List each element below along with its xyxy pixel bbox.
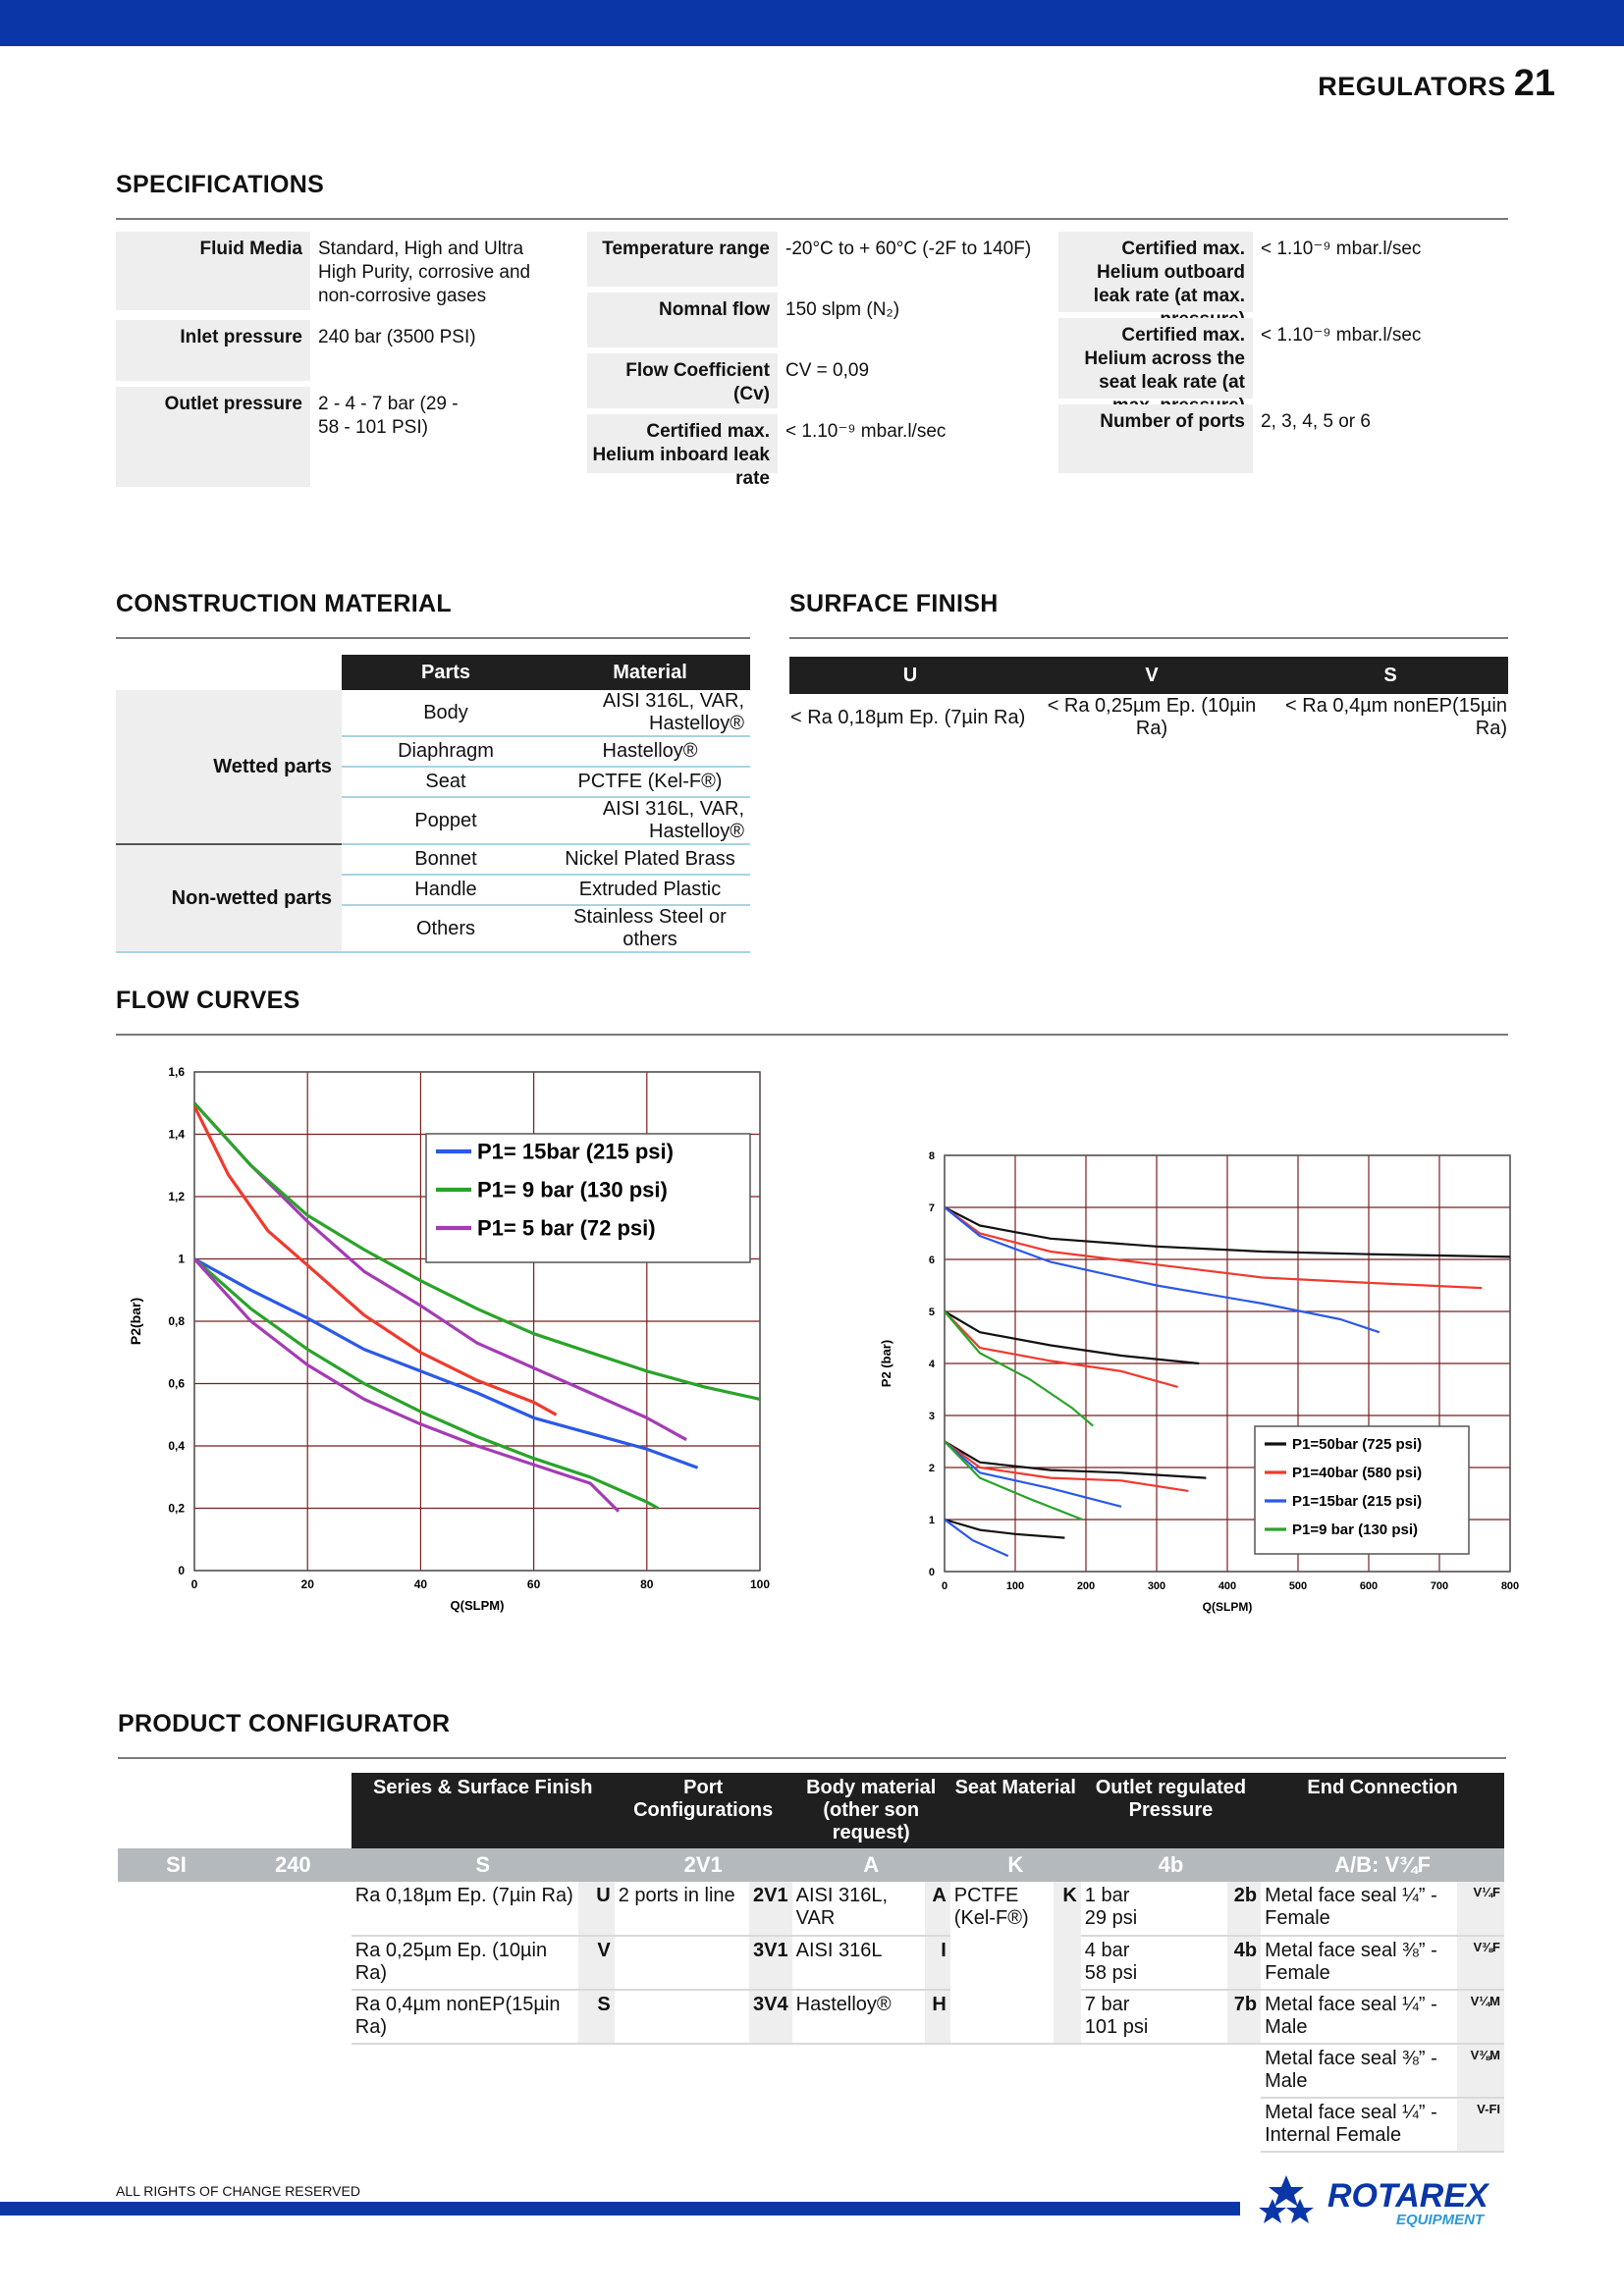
option-code: 3V1 <box>749 1936 792 1990</box>
y-axis-label: P2 (bar) <box>879 1339 893 1388</box>
code-seat: K <box>950 1848 1081 1882</box>
logo-svg <box>1257 2173 1512 2228</box>
spec-label: Outlet pressure <box>116 387 310 487</box>
blank-cell <box>118 2044 1261 2098</box>
series-line <box>945 1442 1206 1478</box>
option-text: 7 bar 101 psi <box>1081 1990 1227 2044</box>
spec-row <box>587 293 1043 347</box>
spec-value: 240 bar (3500 PSI) <box>318 327 476 347</box>
header-ports: Port Configurations <box>615 1773 792 1848</box>
configurator-title: PRODUCT CONFIGURATOR <box>118 1710 451 1737</box>
series-line <box>945 1442 1121 1507</box>
option-text: Ra 0,25µm Ep. (10µin Ra) <box>352 1936 579 1990</box>
spec-row <box>587 232 1043 287</box>
y-tick-label: 4 <box>928 1359 935 1370</box>
section-rule <box>118 1757 1506 1759</box>
option-code: H <box>925 1990 950 2044</box>
surface-value: < Ra 0,4µm nonEP(15µin Ra) <box>1285 695 1507 739</box>
option-text: Ra 0,4µm nonEP(15µin Ra) <box>352 1990 579 2044</box>
part-material: Nickel Plated Brass <box>550 844 750 875</box>
y-tick-label: 3 <box>928 1411 935 1422</box>
y-tick-label: 7 <box>928 1202 935 1214</box>
header-body: Body material (other son request) <box>792 1773 950 1848</box>
group-label: Non-wetted parts <box>116 844 342 952</box>
part-name: Seat <box>342 767 550 797</box>
part-material: AISI 316L, VAR, Hastelloy® <box>550 690 750 736</box>
spec-row <box>116 387 568 487</box>
x-tick-label: 300 <box>1147 1580 1166 1592</box>
legend-label: P1=15bar (215 psi) <box>1292 1493 1423 1510</box>
x-tick-label: 40 <box>413 1577 428 1591</box>
option-code: I <box>925 1936 950 1990</box>
option-text: AISI 316L, VAR <box>792 1882 925 1936</box>
blank-cell <box>1054 1936 1081 1990</box>
option-text: 4 bar 58 psi <box>1081 1936 1227 1990</box>
x-tick-label: 60 <box>526 1577 541 1591</box>
series-line <box>945 1311 1093 1426</box>
spec-column-2 <box>587 232 1043 489</box>
y-tick-label: 8 <box>928 1150 935 1162</box>
section-rule <box>116 637 750 639</box>
y-tick-label: 0,4 <box>168 1439 185 1453</box>
spec-value: 2 - 4 - 7 bar (29 - 58 - 101 PSI) <box>318 394 459 438</box>
option-code: V¼F <box>1457 1882 1504 1936</box>
x-tick-label: 100 <box>749 1577 771 1591</box>
option-code: 7b <box>1227 1990 1261 2044</box>
spec-row <box>116 320 568 381</box>
blank-cell <box>118 1773 235 1848</box>
legend-label: P1= 5 bar (72 psi) <box>477 1215 656 1241</box>
header-series: Series & Surface Finish <box>352 1773 615 1848</box>
legend-label: P1= 15bar (215 psi) <box>477 1139 674 1164</box>
x-tick-label: 0 <box>190 1577 198 1591</box>
spec-value: -20°C to + 60°C (-2F to 140F) <box>785 239 1032 259</box>
blank-cell <box>235 1773 352 1848</box>
x-tick-label: 500 <box>1288 1580 1308 1592</box>
spec-label: Flow Coefficient (Cv) <box>587 353 778 408</box>
code-ports: 2V1 <box>615 1848 792 1882</box>
blank-cell <box>235 1882 352 1936</box>
spec-row <box>587 353 1043 408</box>
code-finish: S <box>352 1848 615 1882</box>
spec-label: Certified max. Helium outboard leak rate (at max. <box>1058 232 1253 312</box>
y-tick-label: 1 <box>178 1252 185 1266</box>
legend-label: P1=40bar (580 psi) <box>1292 1465 1423 1481</box>
y-tick-label: 0,6 <box>168 1376 185 1391</box>
spec-label: Inlet pressure <box>116 320 310 381</box>
option-code: 4b <box>1227 1936 1261 1990</box>
spec-column-3 <box>1058 232 1479 479</box>
blank-cell <box>1054 1990 1081 2044</box>
series-line <box>945 1311 1178 1387</box>
spec-row <box>1058 318 1479 399</box>
brand-sub: EQUIPMENT <box>1396 2212 1485 2228</box>
x-tick-label: 200 <box>1076 1580 1096 1592</box>
spec-value: CV = 0,09 <box>785 360 870 381</box>
x-tick-label: 100 <box>1005 1580 1025 1592</box>
x-tick-label: 80 <box>640 1577 654 1591</box>
spec-row <box>116 232 568 314</box>
surface-table <box>789 657 1508 741</box>
part-material: PCTFE (Kel-F®) <box>550 767 750 797</box>
part-name: Diaphragm <box>342 736 550 767</box>
option-code: 2b <box>1227 1882 1261 1936</box>
code-series: SI <box>118 1848 235 1882</box>
option-text: Metal face seal ¼” - Male <box>1261 1990 1456 2044</box>
section-rule <box>789 637 1508 639</box>
header-pressure: Outlet regulated Pressure <box>1081 1773 1261 1848</box>
part-name: Bonnet <box>342 844 550 875</box>
option-code: K <box>1054 1882 1081 1936</box>
spec-value: 2, 3, 4, 5 or 6 <box>1261 411 1371 432</box>
spec-column-1 <box>116 232 568 493</box>
option-code: V⅜F <box>1457 1936 1504 1990</box>
x-tick-label: 400 <box>1218 1580 1237 1592</box>
flow-chart-1-svg <box>116 1060 784 1629</box>
spec-value: < 1.10⁻⁹ mbar.l/sec <box>785 421 947 442</box>
surface-head-u: U <box>789 657 1031 694</box>
rotarex-logo <box>1257 2173 1512 2233</box>
code-pressure-rating: 240 <box>235 1848 352 1882</box>
series-line <box>945 1520 1064 1538</box>
parts-header: Parts <box>342 655 550 690</box>
series-line <box>945 1520 1008 1556</box>
y-tick-label: 0,8 <box>168 1314 185 1328</box>
option-text: AISI 316L <box>792 1936 925 1990</box>
spec-value: < 1.10⁻⁹ mbar.l/sec <box>1261 239 1422 259</box>
top-blue-bar <box>0 0 1624 46</box>
part-material: Stainless Steel or others <box>550 905 750 952</box>
x-axis-label: Q(SLPM) <box>1202 1600 1253 1614</box>
flow-chart-2-svg <box>879 1144 1532 1634</box>
option-code: V⅜M <box>1457 2044 1504 2098</box>
spec-label: Certified max. Helium across the seat leak rate (at <box>1058 318 1253 399</box>
y-tick-label: 6 <box>928 1255 935 1266</box>
code-outlet: 4b <box>1081 1848 1261 1882</box>
option-text: Metal face seal ¼” - Internal Female <box>1261 2098 1456 2152</box>
part-material: Hastelloy® <box>550 736 750 767</box>
y-tick-label: 2 <box>928 1463 935 1474</box>
y-axis-label: P2(bar) <box>128 1297 143 1346</box>
blank-cell <box>118 1936 235 1990</box>
spec-value: 150 slpm (N₂) <box>785 299 900 320</box>
specifications-title: SPECIFICATIONS <box>116 171 325 198</box>
surface-value: < Ra 0,18µm Ep. (7µin Ra) <box>790 706 1026 728</box>
brand-name: ROTAREX <box>1327 2177 1489 2215</box>
surface-value: < Ra 0,25µm Ep. (10µin Ra) <box>1047 695 1257 739</box>
page-number: 21 <box>1513 63 1555 104</box>
option-text: Ra 0,18µm Ep. (7µin Ra) <box>352 1882 579 1936</box>
spec-row <box>587 414 1043 489</box>
series-line <box>945 1207 1380 1332</box>
spec-label: Certified max. Helium inboard leak rate <box>587 414 778 473</box>
option-text: Metal face seal ⅜” - Female <box>1261 1936 1456 1990</box>
part-name: Body <box>342 690 550 736</box>
blank-cell <box>118 2098 1261 2152</box>
option-text <box>615 1936 749 1990</box>
part-material: Extruded Plastic <box>550 875 750 905</box>
y-tick-label: 0 <box>178 1564 185 1577</box>
configurator-table <box>118 1773 1504 2153</box>
legend-label: P1=9 bar (130 psi) <box>1292 1522 1418 1538</box>
bottom-blue-bar <box>0 2202 1240 2216</box>
blank-cell <box>950 1990 1054 2044</box>
section-rule <box>116 218 1508 220</box>
option-code: V-FI <box>1457 2098 1504 2152</box>
part-name: Handle <box>342 875 550 905</box>
legend-label: P1=50bar (725 psi) <box>1292 1436 1423 1453</box>
spec-label: Number of ports <box>1058 404 1253 473</box>
option-code: U <box>578 1882 614 1936</box>
star-icon <box>1286 2199 1314 2223</box>
option-code: S <box>578 1990 614 2044</box>
blank-cell <box>118 1882 235 1936</box>
flow-chart-2 <box>879 1144 1532 1639</box>
blank-cell <box>950 1936 1054 1990</box>
option-code: 3V4 <box>749 1990 792 2044</box>
y-tick-label: 5 <box>928 1307 935 1318</box>
spec-value: < 1.10⁻⁹ mbar.l/sec <box>1261 325 1422 346</box>
part-name: Poppet <box>342 797 550 844</box>
blank-cell <box>235 1936 352 1990</box>
option-text <box>615 1990 749 2044</box>
construction-title: CONSTRUCTION MATERIAL <box>116 590 452 617</box>
y-tick-label: 1,4 <box>168 1127 185 1142</box>
legend-label: P1= 9 bar (130 psi) <box>477 1177 668 1202</box>
surface-title: SURFACE FINISH <box>789 590 999 617</box>
part-name: Others <box>342 905 550 952</box>
flow-curves-title: FLOW CURVES <box>116 987 300 1014</box>
section-name: REGULATORS <box>1318 72 1506 101</box>
option-code: A <box>925 1882 950 1936</box>
option-text: Metal face seal ¼” - Female <box>1261 1882 1456 1936</box>
y-tick-label: 0 <box>928 1567 935 1578</box>
part-material: AISI 316L, VAR, Hastelloy® <box>550 797 750 844</box>
x-tick-label: 0 <box>941 1580 948 1592</box>
series-line <box>945 1207 1482 1288</box>
series-line <box>945 1442 1188 1491</box>
spec-row <box>1058 232 1479 312</box>
option-text: Metal face seal ⅜” - Male <box>1261 2044 1456 2098</box>
flow-chart-1 <box>116 1060 784 1634</box>
blank-cell <box>235 1990 352 2044</box>
option-text: PCTFE (Kel-F®) <box>953 1885 1029 1929</box>
spec-label: Fluid Media <box>116 232 310 310</box>
header-end: End Connection <box>1261 1773 1504 1848</box>
construction-table <box>116 655 750 953</box>
page-header <box>1318 63 1555 105</box>
x-tick-label: 800 <box>1500 1580 1520 1592</box>
y-tick-label: 0,2 <box>168 1501 185 1516</box>
spec-label: Temperature range <box>587 232 778 287</box>
option-text: 2 ports in line <box>615 1882 749 1936</box>
surface-head-s: S <box>1272 657 1508 694</box>
blank-cell <box>116 655 342 690</box>
surface-head-v: V <box>1031 657 1272 694</box>
code-body: A <box>792 1848 950 1882</box>
x-tick-label: 600 <box>1359 1580 1379 1592</box>
option-text: Hastelloy® <box>792 1990 925 2044</box>
code-end: A/B: V¾F <box>1261 1848 1504 1882</box>
y-tick-label: 1,2 <box>168 1190 185 1203</box>
option-code: 2V1 <box>749 1882 792 1936</box>
section-rule <box>116 1034 1508 1036</box>
material-header: Material <box>550 655 750 690</box>
header-seat: Seat Material <box>950 1773 1081 1848</box>
option-code: V <box>578 1936 614 1990</box>
spec-label: Nomnal flow <box>587 293 778 347</box>
spec-value: Standard, High and Ultra High Purity, corrosive and non-corrosive gases <box>318 239 531 306</box>
x-tick-label: 700 <box>1430 1580 1449 1592</box>
x-axis-label: Q(SLPM) <box>450 1598 505 1613</box>
y-tick-label: 1,6 <box>168 1065 185 1079</box>
x-tick-label: 20 <box>300 1577 314 1591</box>
rights-notice: ALL RIGHTS OF CHANGE RESERVED <box>116 2183 360 2199</box>
blank-cell <box>118 1990 235 2044</box>
option-text: 1 bar 29 psi <box>1081 1882 1227 1936</box>
star-icon <box>1259 2199 1286 2223</box>
spec-row <box>1058 404 1479 473</box>
option-code: V¼M <box>1457 1990 1504 2044</box>
y-tick-label: 1 <box>928 1515 935 1526</box>
group-label: Wetted parts <box>116 690 342 844</box>
